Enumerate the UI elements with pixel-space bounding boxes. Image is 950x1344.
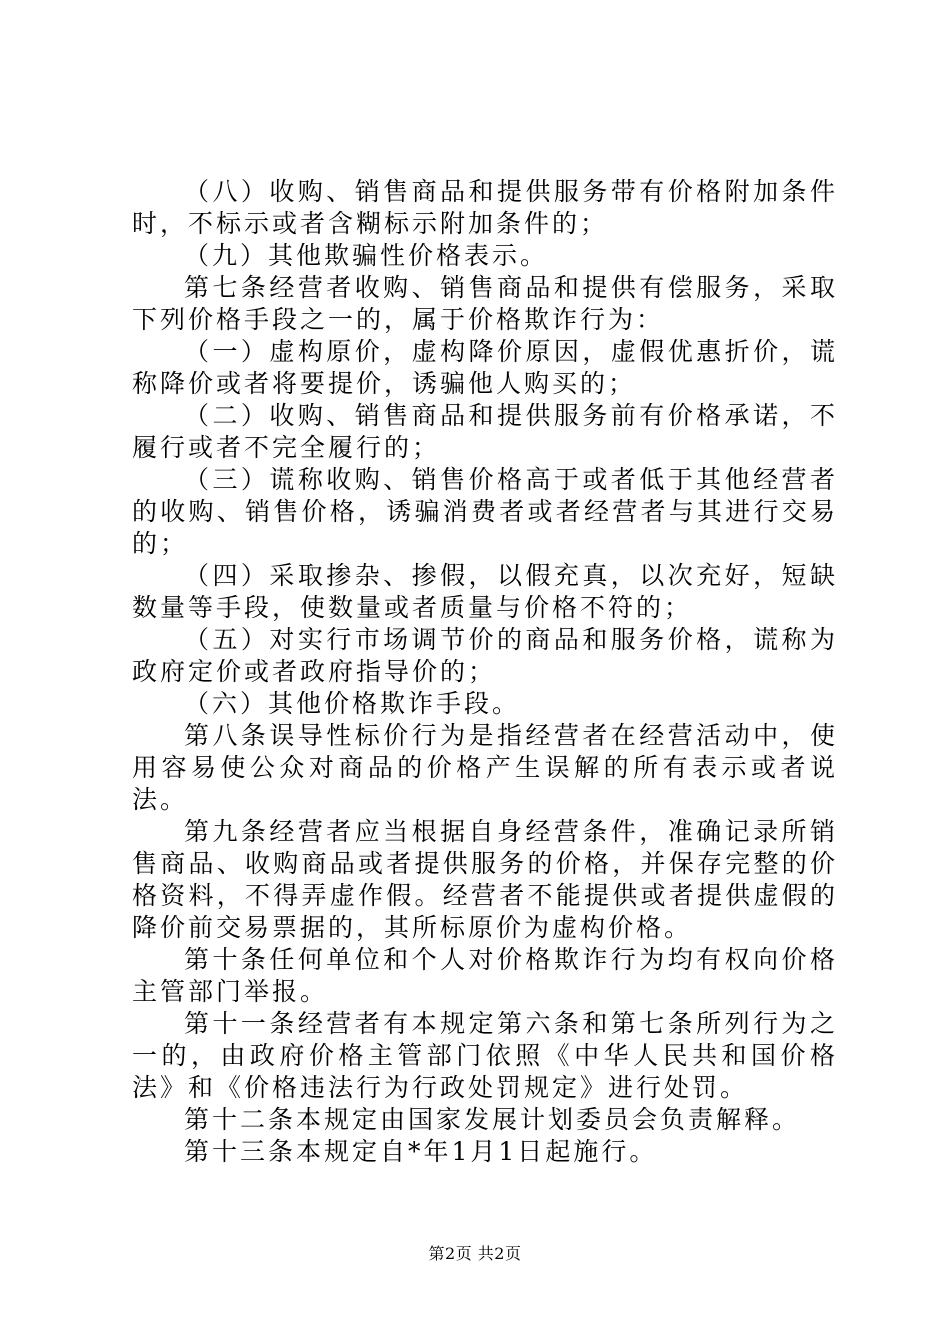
paragraph-item-6: （六）其他价格欺诈手段。	[184, 689, 521, 718]
paragraph-item-1: （一）虚构原价，虚构降价原因，虚假优惠折价，谎称降价或者将要提价，诱骗他人购买的；	[132, 337, 838, 398]
paragraph-item-3: （三）谎称收购、销售价格高于或者低于其他经营者的收购、销售价格，诱骗消费者或者经营者与其进行交易的；	[132, 465, 838, 558]
paragraph-item-2: （二）收购、销售商品和提供服务前有价格承诺，不履行或者不完全履行的；	[132, 401, 838, 462]
page-footer: 第2页 共2页	[428, 1244, 522, 1263]
paragraph-article-9: 第九条经营者应当根据自身经营条件，准确记录所销售商品、收购商品或者提供服务的价格，并保存完整的价格资料，不得弄虚作假。经营者不能提供或者提供虚假的降价前交易票据的，其所标原价为虚构价格。	[132, 817, 838, 942]
paragraph-article-13: 第十三条本规定自*年1月1日起施行。	[184, 1137, 658, 1166]
paragraph-article-7: 第七条经营者收购、销售商品和提供有偿服务，采取下列价格手段之一的，属于价格欺诈行为：	[132, 273, 838, 334]
paragraph-article-11: 第十一条经营者有本规定第六条和第七条所列行为之一的，由政府价格主管部门依照《中华人民共和国价格法》和《价格违法行为行政处罚规定》进行处罚。	[132, 1009, 838, 1102]
paragraph-article-8: 第八条误导性标价行为是指经营者在经营活动中，使用容易使公众对商品的价格产生误解的所有表示或者说法。	[132, 721, 838, 814]
paragraph-article-12: 第十二条本规定由国家发展计划委员会负责解释。	[184, 1105, 801, 1134]
paragraph-item-4: （四）采取掺杂、掺假，以假充真，以次充好，短缺数量等手段，使数量或者质量与价格不符的；	[132, 561, 838, 622]
document-body	[132, 176, 838, 1168]
paragraph-article-10: 第十条任何单位和个人对价格欺诈行为均有权向价格主管部门举报。	[132, 945, 838, 1006]
paragraph-item-9: （九）其他欺骗性价格表示。	[184, 241, 549, 270]
paragraph-item-5: （五）对实行市场调节价的商品和服务价格，谎称为政府定价或者政府指导价的；	[132, 625, 838, 686]
paragraph-item-8: （八）收购、销售商品和提供服务带有价格附加条件时，不标示或者含糊标示附加条件的；	[132, 177, 838, 238]
